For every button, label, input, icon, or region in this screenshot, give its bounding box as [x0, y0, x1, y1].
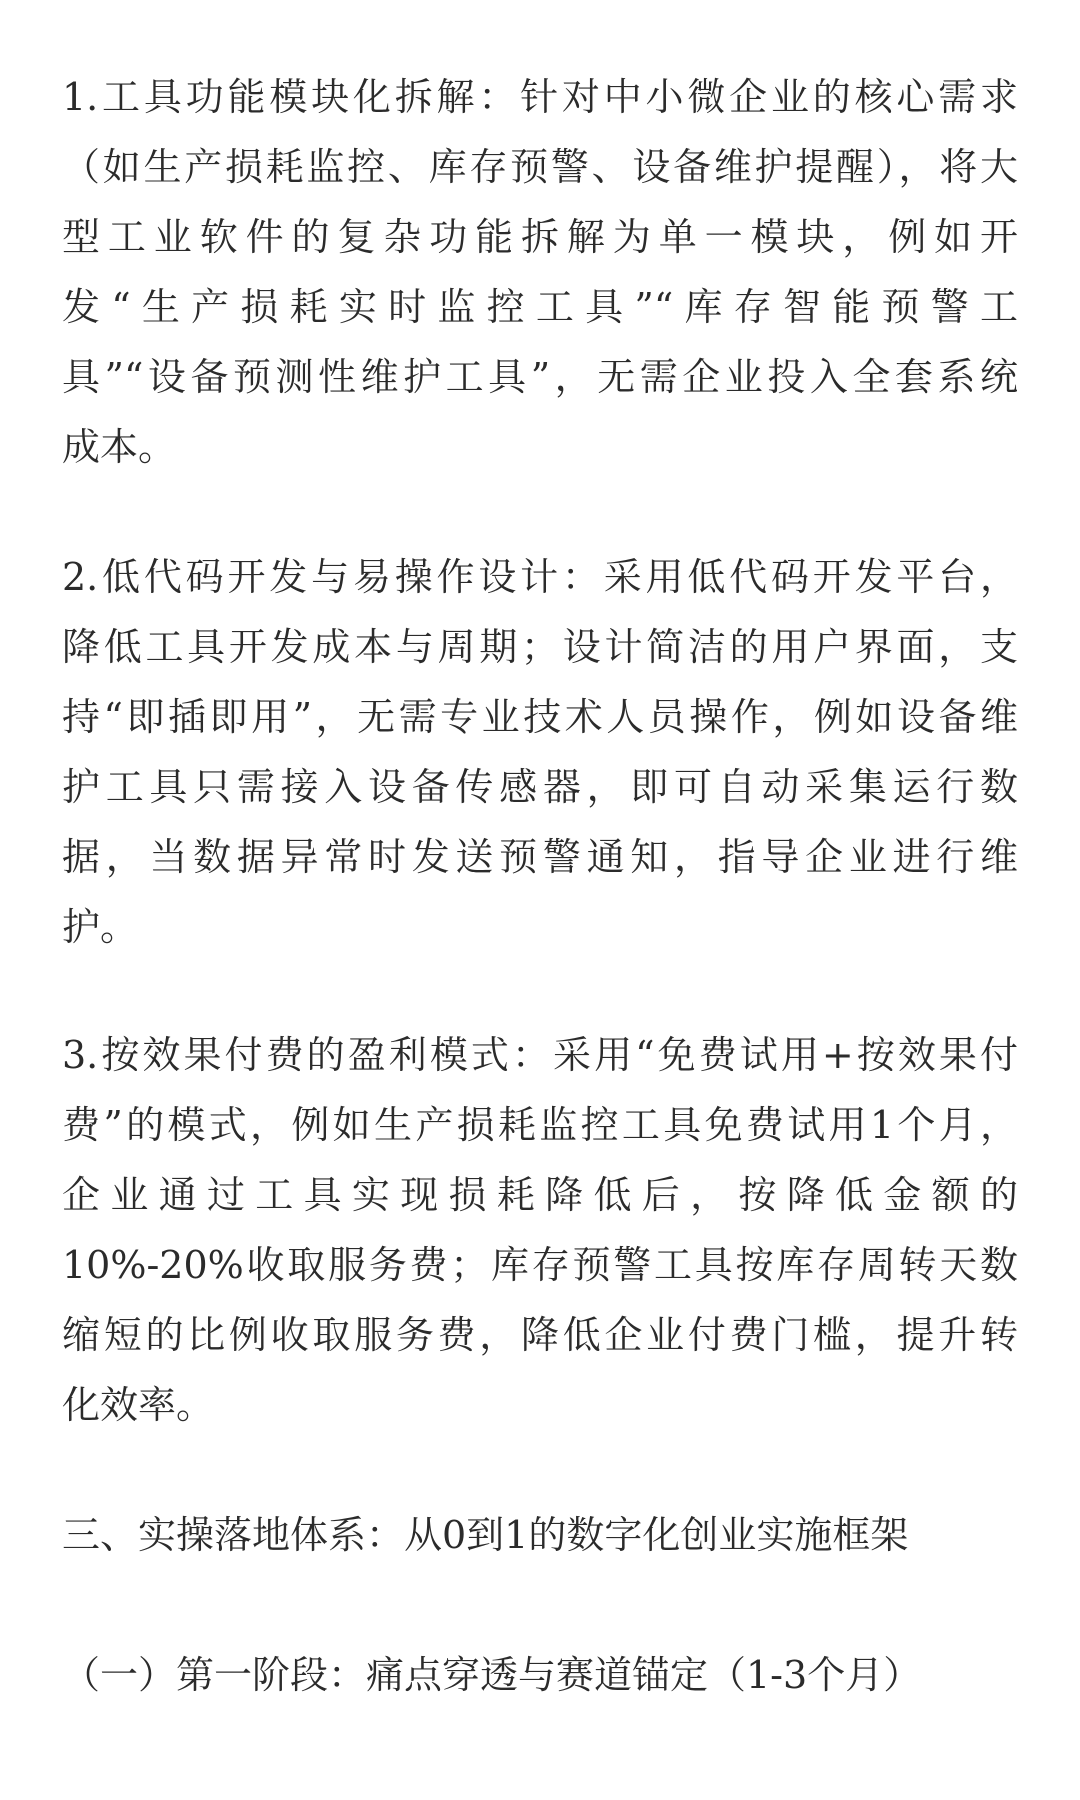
paragraph-2-line-2: 降低工具开发成本与周期；设计简洁的用户界面，支 [62, 625, 1018, 669]
paragraph-2-line-3: 持“即插即用”，无需专业技术人员操作，例如设备维 [62, 695, 1018, 739]
paragraph-3-line-2: 费”的模式，例如生产损耗监控工具免费试用1个月， [62, 1103, 1018, 1147]
paragraph-3-line-1: 3.按效果付费的盈利模式：采用“免费试用+按效果付 [62, 1033, 1018, 1077]
paragraph-3-line-5: 缩短的比例收取服务费，降低企业付费门槛，提升转 [62, 1313, 1018, 1357]
paragraph-2-line-4: 护工具只需接入设备传感器，即可自动采集运行数 [62, 765, 1018, 809]
paragraph-1-line-6: 成本。 [62, 425, 177, 469]
paragraph-1-line-4: 发“生产损耗实时监控工具”“库存智能预警工 [62, 285, 1018, 329]
paragraph-1-line-1: 1.工具功能模块化拆解：针对中小微企业的核心需求 [62, 75, 1018, 119]
paragraph-2-line-5: 据，当数据异常时发送预警通知，指导企业进行维 [62, 835, 1018, 879]
paragraph-1-line-3: 型工业软件的复杂功能拆解为单一模块，例如开 [62, 215, 1018, 259]
paragraph-1-line-5: 具”“设备预测性维护工具”，无需企业投入全套系统 [62, 355, 1018, 399]
paragraph-3-line-3: 企业通过工具实现损耗降低后，按降低金额的 [62, 1173, 1018, 1217]
paragraph-2-line-6: 护。 [62, 905, 139, 949]
paragraph-3-line-6: 化效率。 [62, 1383, 215, 1427]
subsection-heading: （一）第一阶段：痛点穿透与赛道锚定（1-3个月） [62, 1653, 922, 1697]
paragraph-2-line-1: 2.低代码开发与易操作设计：采用低代码开发平台， [62, 555, 1018, 599]
paragraph-1-line-2: （如生产损耗监控、库存预警、设备维护提醒），将大 [62, 145, 1018, 189]
paragraph-3-line-4: 10%-20%收取服务费；库存预警工具按库存周转天数 [62, 1243, 1018, 1287]
section-heading: 三、实操落地体系：从0到1的数字化创业实施框架 [62, 1513, 909, 1557]
